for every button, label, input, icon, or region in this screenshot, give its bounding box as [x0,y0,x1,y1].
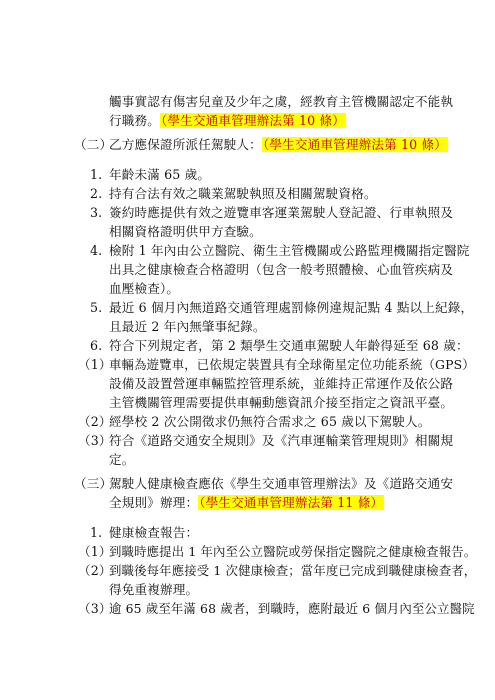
item-number: 1. [90,525,103,540]
item-text: 血壓檢查）。 [109,281,180,296]
item-text: 相關資格證明供甲方查驗。 [109,224,262,239]
paragraph-line [109,113,346,129]
subitem-text: 主管機關管理需要提供車輛動態資訊介接至指定之資訊平臺。 [109,395,454,410]
section-heading-text: 全規則》辦理： [109,495,199,510]
item-number: 6. [90,338,103,353]
section-number: （三） [74,476,113,491]
subitem-text: 定。 [109,452,135,467]
item-text: 持有合法有效之職業駕駛執照及相關駕駛資格。 [109,186,377,201]
law-citation-highlight: （學生交通車管理辦法第 10 條） [160,113,345,128]
subitem-text: 到職時應提出 1 年內至公立醫院或勞保指定醫院之健康檢查報告。 [109,544,477,559]
subitem-text: 逾 65 歲至年滿 68 歲者，到職時，應附最近 6 個月內至公立醫院 [109,601,475,616]
law-citation-highlight: （學生交通車管理辦法第 10 條） [262,137,447,152]
subitem-number: （2） [78,414,112,429]
item-number: 5. [90,300,103,315]
subitem-number: （3） [78,601,112,616]
item-text: 簽約時應提供有效之遊覽車客運業駕駛人登記證、行車執照及 [109,205,454,220]
paragraph-line: 觸事實認有傷害兒童及少年之虞，經教育主管機關認定不能執 [109,94,454,109]
item-text: 最近 6 個月內無道路交通管理處罰條例違規記點 4 點以上紀錄， [109,300,474,315]
item-number: 4. [90,243,103,258]
item-text: 且最近 2 年內無肇事紀錄。 [109,319,266,334]
item-text: 健康檢查報告： [109,525,199,540]
item-text: 檢附 1 年內由公立醫院、衛生主管機關或公路監理機關指定醫院 [109,243,470,258]
subitem-number: （1） [78,544,112,559]
section-number: （二） [74,137,113,152]
item-number: 1. [90,167,103,182]
subitem-number: （2） [78,563,112,578]
section-heading: 駕駛人健康檢查應依《學生交通車管理辦法》及《道路交通安 [109,476,454,491]
item-number: 2. [90,186,103,201]
law-citation-highlight: （學生交通車管理辦法第 11 條） [199,495,384,510]
item-text: 符合下列規定者，第 2 類學生交通車駕駛人年齡得延至 68 歲： [109,338,469,353]
section-heading-text: 乙方應保證所派任駕駛人： [109,137,262,152]
section-heading [109,495,384,511]
section-heading [109,137,448,153]
subitem-text: 符合《道路交通安全規則》及《汽車運輸業管理規則》相關規 [109,433,454,448]
subitem-text: 車輛為遊覽車，已依規定裝置具有全球衛星定位功能系統（GPS） [109,357,475,372]
subitem-text: 經學校 2 次公開徵求仍無符合需求之 65 歲以下駕駛人。 [109,414,431,429]
subitem-number: （1） [78,357,112,372]
subitem-text: 得免重複辦理。 [109,582,199,597]
subitem-text: 設備及設置營運車輛監控管理系統，並維持正常運作及依公路 [109,376,454,391]
item-number: 3. [90,205,103,220]
subitem-number: （3） [78,433,112,448]
paragraph-text: 行職務。 [109,113,160,128]
item-text: 出具之健康檢查合格證明（包含一般考照體檢、心血管疾病及 [109,262,454,277]
subitem-text: 到職後每年應接受 1 次健康檢查；當年度已完成到職健康檢查者， [109,563,477,578]
item-text: 年齡未滿 65 歲。 [109,167,211,182]
